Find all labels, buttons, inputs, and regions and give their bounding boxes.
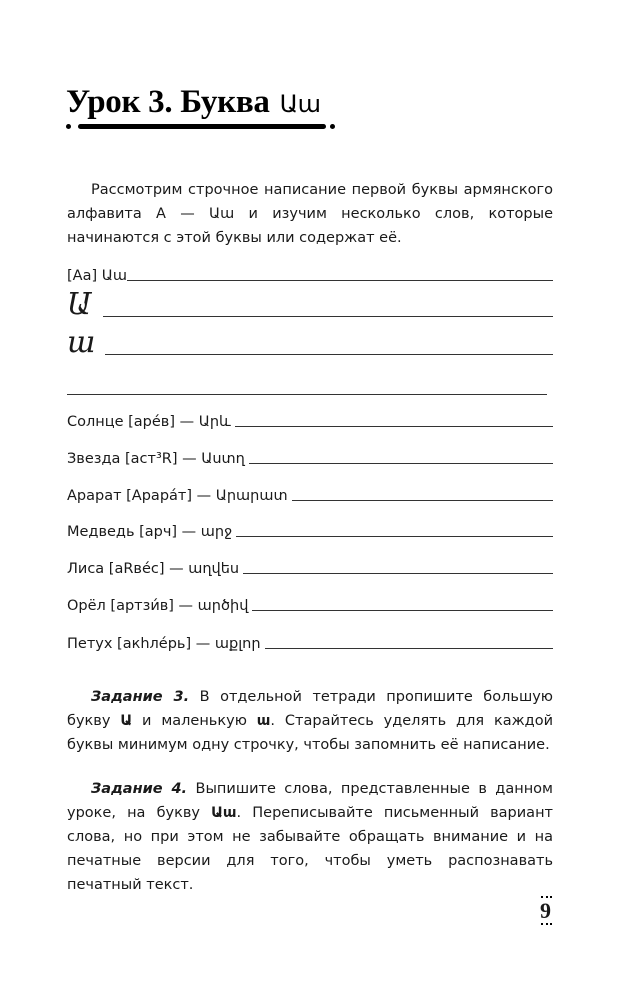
word-row [67, 561, 553, 577]
task-text: . Старайтесь уделять для каждой буквы минимум одну строчку, чтобы запомнить её написание. [67, 713, 553, 753]
letter: Աա [211, 805, 237, 821]
task-3-label: Задание 3. [91, 689, 190, 705]
writing-line [235, 426, 553, 427]
word-text: Орёл [артзи́в] — արծիվ [67, 598, 249, 614]
task-text: В отдельной тетради пропишите большую букву [67, 689, 553, 729]
word-text: Лиса [аRвéс] — աղվես [67, 561, 240, 577]
writing-line [243, 573, 553, 574]
practice-cursive-lower-row [67, 325, 553, 360]
word-row [67, 524, 553, 540]
intro-paragraph: Рассмотрим строчное написание первой буквы армянского алфавита А — Աա и изучим несколько слов, которые начинаются с этой буквы или содержат её. [67, 182, 553, 246]
writing-line [249, 463, 553, 464]
blank-writing-line [67, 394, 547, 395]
print-label: [Aa] Աա [67, 268, 127, 284]
practice-cursive-upper-row [67, 287, 553, 322]
word-row [67, 451, 553, 467]
title-letter: Աա [279, 90, 321, 118]
task-text: и маленькую [132, 713, 257, 729]
task-text: Выпишите слова, представленные в данном уроке, на букву [67, 781, 553, 821]
practice-print-row [67, 268, 553, 284]
word-text: Арарат [Арарáт] — Արարատ [67, 488, 288, 504]
word-row [67, 488, 553, 504]
writing-line [265, 648, 553, 649]
word-row [67, 414, 553, 430]
title-text: Урок 3. Буква [66, 84, 270, 120]
task-text: . Переписывайте письменный вариант слова, но при этом не забывайте обращать внимание и на печатные версии для того, чтобы уметь распознавать печатный текст. [67, 805, 553, 893]
rule-dot-right [330, 124, 335, 129]
task-4-label: Задание 4. [91, 781, 188, 797]
lesson-title [66, 84, 321, 121]
writing-line [127, 280, 553, 281]
letter-upper: Ա [120, 713, 133, 729]
writing-line [236, 536, 553, 537]
cursive-upper: Ա [67, 287, 92, 322]
word-text: Медведь [арч] — արջ [67, 524, 233, 540]
word-text: Петух [акhлéрь] — աքլոր [67, 636, 261, 652]
word-row [67, 636, 553, 652]
word-row [67, 598, 553, 614]
writing-line [103, 316, 553, 317]
letter-lower: ա [256, 713, 271, 729]
writing-line [105, 354, 553, 355]
page-number-dots [541, 923, 552, 925]
word-text: Солнце [арéв] — Արև [67, 414, 231, 430]
writing-line [292, 500, 553, 501]
task-3 [67, 685, 553, 757]
task-4 [67, 777, 553, 897]
word-text: Звезда [аст³R] — Աստղ [67, 451, 245, 467]
rule-dot-left [66, 124, 71, 129]
writing-line [252, 610, 553, 611]
page-number: 9 [540, 898, 551, 923]
title-underline [78, 124, 326, 129]
cursive-lower: ա [67, 325, 96, 360]
